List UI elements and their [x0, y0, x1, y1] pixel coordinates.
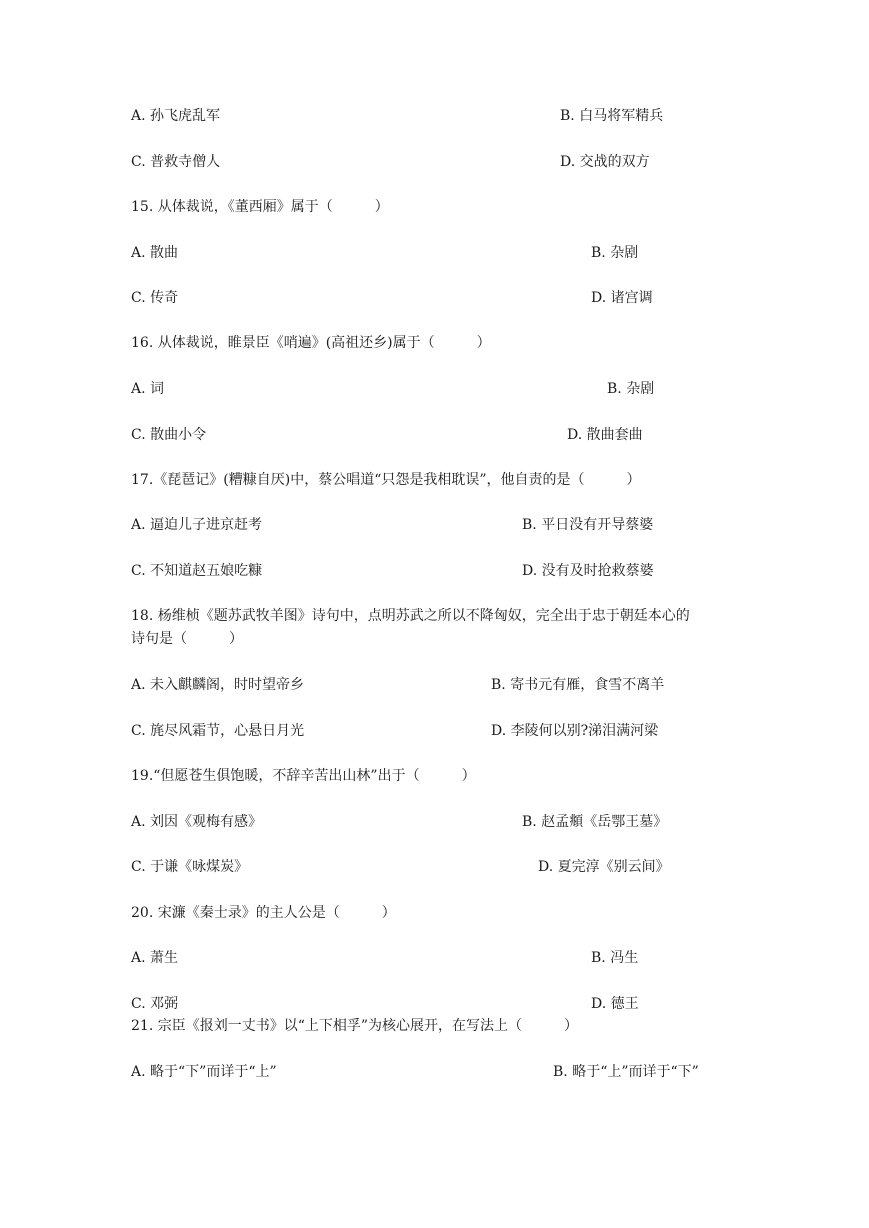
option-d: D. 诸宫调 [591, 290, 653, 306]
option-b: B. 寄书元有雁，食雪不离羊 [491, 677, 665, 693]
question-21: 21. 宗臣《报刘一丈书》以“上下相孚”为核心展开，在写法上（ ） [131, 1018, 579, 1034]
option-d: D. 夏完淳《别云间》 [538, 859, 670, 875]
option-b: B. 略于“上”而详于“下” [553, 1064, 699, 1080]
option-c: C. 传奇 [131, 290, 179, 306]
option-b: B. 杂剧 [607, 381, 655, 397]
option-d: D. 德王 [591, 996, 639, 1012]
question-19: 19.“但愿苍生俱饱暖，不辞辛苦出山林”出于（ ） [131, 768, 476, 784]
question-18-continued: 诗句是（ ） [131, 631, 243, 647]
option-b: B. 平日没有开导蔡婆 [522, 517, 654, 533]
option-d: D. 李陵何以别?涕泪满河梁 [491, 723, 659, 739]
option-c: C. 散曲小令 [131, 427, 207, 443]
option-a: A. 逼迫儿子进京赶考 [131, 517, 263, 533]
option-b: B. 白马将军精兵 [560, 108, 664, 124]
option-c: C. 旄尽风霜节，心悬日月光 [131, 723, 305, 739]
option-b: B. 赵孟頫《岳鄂王墓》 [522, 814, 668, 830]
option-a: A. 未入麒麟阁，时时望帝乡 [131, 677, 305, 693]
option-c: C. 于谦《咏煤炭》 [131, 859, 249, 875]
question-20: 20. 宋濂《秦士录》的主人公是（ ） [131, 905, 396, 921]
question-16: 16. 从体裁说，睢景臣《哨遍》(高祖还乡)属于（ ） [131, 335, 491, 351]
option-a: A. 词 [131, 381, 165, 397]
option-c: C. 不知道赵五娘吃糠 [131, 563, 263, 579]
option-a: A. 萧生 [131, 950, 179, 966]
question-15: 15. 从体裁说，《董西厢》属于（ ） [131, 199, 389, 215]
option-d: D. 没有及时抢救蔡婆 [522, 563, 654, 579]
option-a: A. 孙飞虎乱军 [131, 108, 221, 124]
option-b: B. 冯生 [591, 950, 639, 966]
option-a: A. 略于“下”而详于“上” [131, 1064, 277, 1080]
option-c: C. 邓弼 [131, 996, 179, 1012]
option-b: B. 杂剧 [591, 245, 639, 261]
option-a: A. 刘因《观梅有感》 [131, 814, 263, 830]
option-d: D. 交战的双方 [560, 154, 650, 170]
option-a: A. 散曲 [131, 245, 179, 261]
option-c: C. 普救寺僧人 [131, 154, 221, 170]
question-17: 17.《琵琶记》(糟糠自厌)中，蔡公唱道“只怨是我相耽误”，他自责的是（ ） [131, 472, 641, 488]
question-18: 18. 杨维桢《题苏武牧羊图》诗句中，点明苏武之所以不降匈奴，完全出于忠于朝廷本心的 [131, 608, 690, 624]
option-d: D. 散曲套曲 [567, 427, 643, 443]
